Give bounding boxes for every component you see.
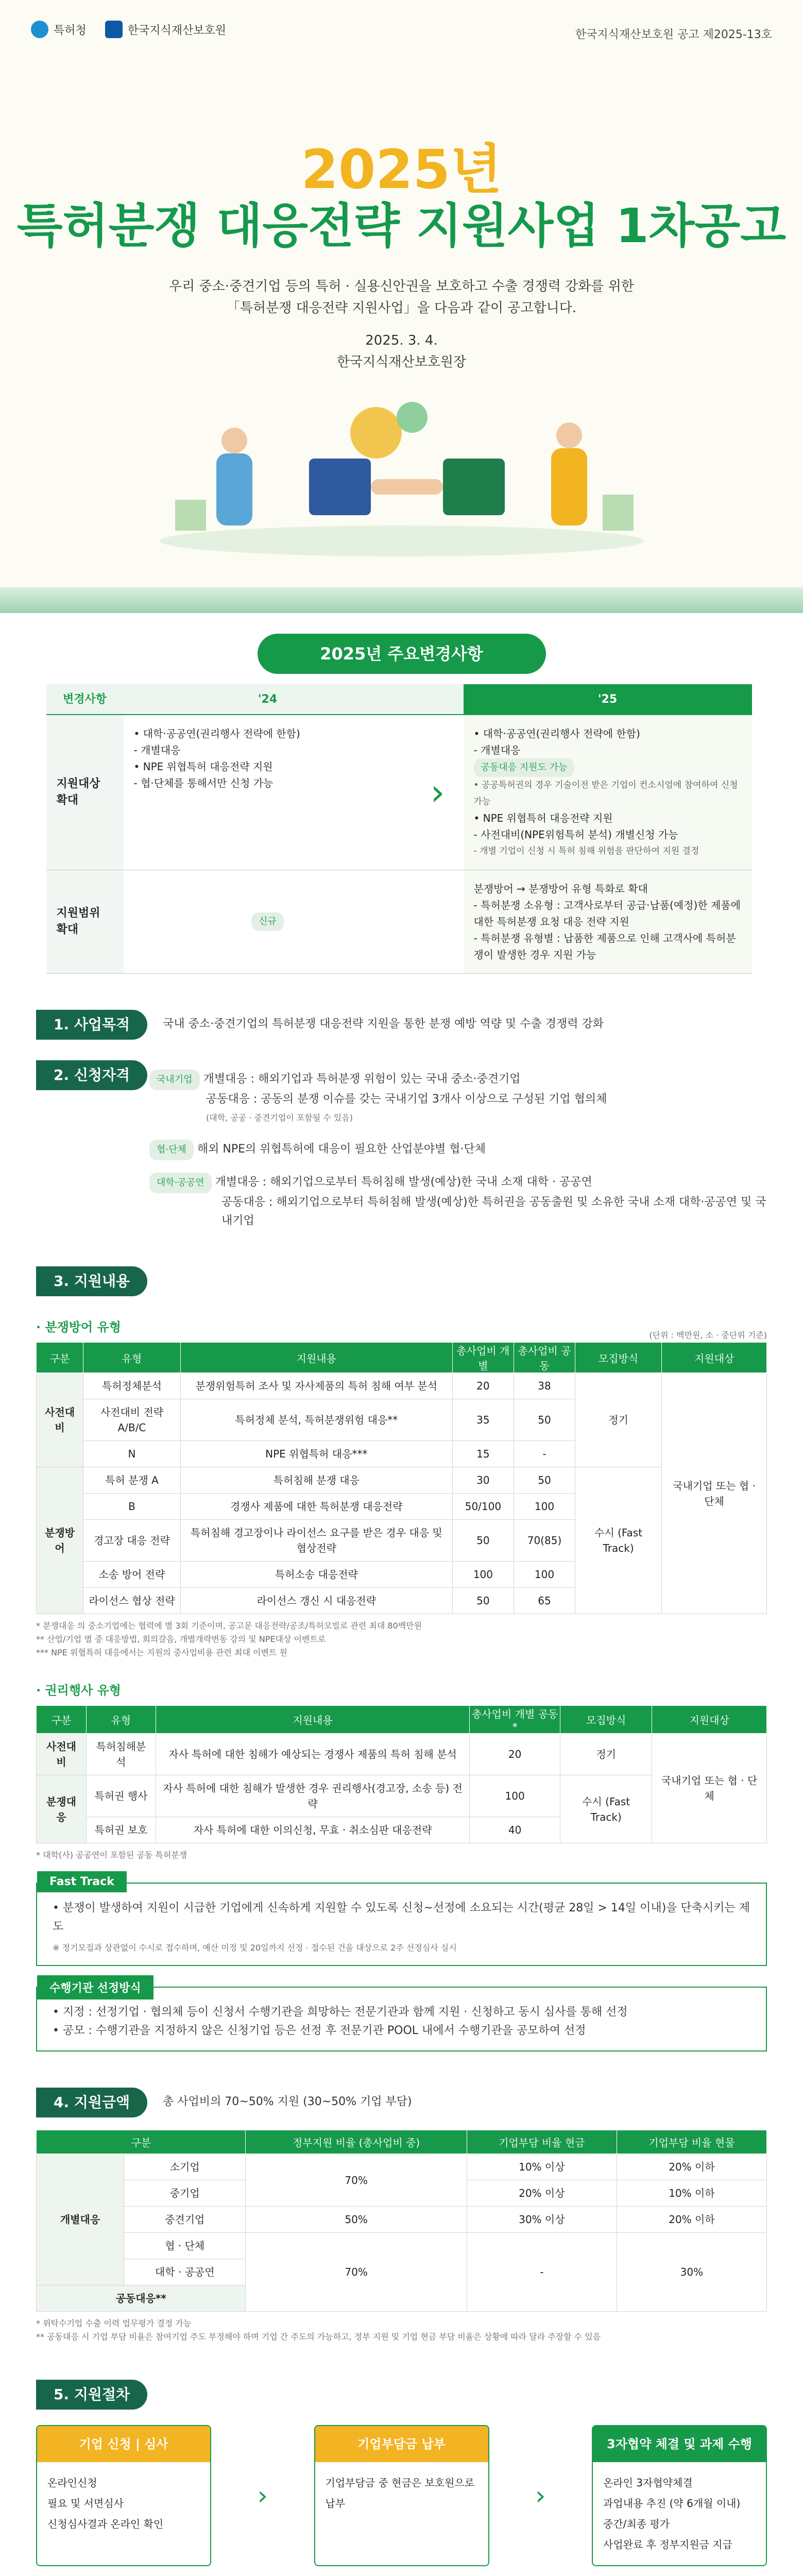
td: 중기업 (124, 2180, 246, 2207)
td: NPE 위협특허 대응*** (180, 1441, 452, 1467)
funding-note: * 위탁수기업 수출 이력 업무평가 결정 가능 ** 공동대응 시 기업 부담 비율은 참여기업 주도 부정해야 하며 기업 간 주도의 가능하고, 정부 지원 및 기업 현금 부담 비율은 상황에 따라 달라 주장할 수 있음 (36, 2318, 601, 2342)
td: 65 (514, 1588, 575, 1614)
step-3-title: 3자협약 체결 및 과제 수행 (593, 2426, 766, 2462)
step-item: 필요 및 서면심사 (47, 2497, 124, 2510)
td: N (83, 1441, 181, 1467)
elig-a3: (대학, 공공 · 중견기업이 포함될 수 있음) (206, 1113, 353, 1123)
td: 경쟁사 제품에 대한 특허분쟁 대응전략 (180, 1494, 452, 1520)
step-item: 온라인신청 (47, 2477, 97, 2489)
fast-track-text: • 분쟁이 발생하여 지원이 시급한 기업에게 신속하게 지원할 수 있도록 신청~선정에 소요되는 시간(평균 28일 > 14일 이내)을 단축시키는 제도 (53, 1902, 750, 1933)
td: 분쟁방어 (37, 1467, 83, 1614)
th: 모집방식 (560, 1706, 652, 1734)
td: 정기 (575, 1373, 661, 1467)
td: 10% 이상 (467, 2154, 617, 2180)
td: 20 (452, 1373, 514, 1399)
section-3-heading: 3. 지원내용 (36, 1266, 147, 1296)
td: 자사 특허에 대한 침해가 예상되는 경쟁사 제품의 특허 침해 분석 (156, 1734, 469, 1775)
td: 20 (470, 1734, 560, 1775)
td: 대학 · 공공연 (124, 2259, 246, 2285)
step-item: 온라인 3자협약체결 (603, 2477, 693, 2489)
td: 라이선스 협상 전략 (83, 1588, 181, 1614)
td: 특허정체 분석, 특허분쟁위험 대응** (180, 1399, 452, 1441)
td: 수시 (Fast Track) (560, 1775, 652, 1843)
td: 특허침해분석 (87, 1734, 156, 1775)
td: 50/100 (452, 1494, 514, 1520)
changes-title: 2025년 주요변경사항 (258, 634, 546, 674)
step-item: 신청심사결과 온라인 확인 (47, 2518, 164, 2530)
old-line: - 개별대응 (133, 744, 181, 756)
td: 중견기업 (124, 2207, 246, 2233)
tag-domestic: 국내기업 (149, 1070, 200, 1090)
old-line: • 대학·공공연(권리행사 전략에 한함) (133, 727, 300, 740)
section-6 (0, 2566, 803, 2576)
new-line: - 개별 기업이 신청 시 특허 침해 위험을 판단하여 지원 결정 (473, 846, 699, 856)
td: B (83, 1494, 181, 1520)
section-5-heading: 5. 지원절차 (36, 2380, 147, 2410)
td: 특허 분쟁 A (83, 1467, 181, 1494)
td: 30% (617, 2233, 766, 2312)
th: 지원대상 (652, 1706, 767, 1734)
eligibility (149, 1070, 767, 1230)
new-badge: 신규 (251, 912, 284, 931)
kipo-logo (31, 21, 87, 38)
changes-col-new: '25 (464, 684, 752, 715)
new-line: • NPE 위협특허 대응전략 지원 (473, 812, 613, 824)
td: 30% 이상 (467, 2207, 617, 2233)
hero-band (0, 587, 803, 613)
td: 40 (470, 1817, 560, 1843)
td: 10% 이하 (617, 2180, 766, 2207)
section-1-text: 국내 중소·중견기업의 특허분쟁 대응전략 지원을 통한 분쟁 예방 역량 및 수출 경쟁력 강화 (163, 1018, 604, 1030)
td: 70(85) (514, 1520, 575, 1562)
selection-t2: • 공모 : 수행기관을 지정하지 않은 신청기업 등은 선정 후 전문기관 POOL 내에서 수행기관을 공모하여 선정 (53, 2024, 586, 2037)
td: 수시 (Fast Track) (575, 1467, 661, 1614)
td: 특허침해 경고장이나 라이선스 요구를 받은 경우 대응 및 협상전략 (180, 1520, 452, 1562)
section-4 (0, 2052, 803, 2344)
hero-year: 2025년 (301, 138, 502, 201)
th: 정부지원 비율 (총사업비 중) (246, 2130, 467, 2154)
td: 사전대비 전략 A/B/C (83, 1399, 181, 1441)
section-4-heading: 4. 지원금액 (36, 2088, 147, 2117)
change-label-target: 지원대상 확대 (46, 715, 124, 870)
elig-b1: 해외 NPE의 위협특허에 대응이 필요한 산업분야별 협·단체 (197, 1143, 486, 1156)
new-line: - 개별대응 (473, 744, 521, 756)
td: 50 (452, 1588, 514, 1614)
td: 50 (452, 1520, 514, 1562)
th: 유형 (83, 1343, 181, 1373)
td: - (514, 1441, 575, 1467)
selection-t1: • 지정 : 선정기업 · 협의체 등이 신청서 수행기관을 희망하는 전문기관과 함께 지원 · 신청하고 동시 심사를 통해 선정 (53, 2006, 628, 2019)
td: 라이선스 갱신 시 대응전략 (180, 1588, 452, 1614)
new-line: • 대학·공공연(권리행사 전략에 한함) (473, 727, 640, 740)
th: 총사업비 공동 (514, 1343, 575, 1373)
changes-col-arrow (412, 684, 464, 715)
change-old-target (124, 715, 412, 870)
hero-intro (0, 276, 803, 319)
process-step-1 (36, 2425, 211, 2566)
fast-track-note: ※ 정기모집과 상관없이 수시로 접수하며, 예산 미정 및 20일까지 선정 · 접수된 건을 대상으로 2주 선정심사 실시 (53, 1943, 457, 1953)
selection-label: 수행기관 선정방식 (37, 1975, 153, 1999)
org1: 특허청 (54, 24, 87, 37)
section-3 (0, 1230, 803, 2052)
change-new-scope (464, 870, 752, 974)
process-flow (36, 2425, 767, 2566)
section-1 (0, 974, 803, 1040)
fast-track-box (36, 1875, 767, 1966)
th: 모집방식 (575, 1343, 661, 1373)
step-2-title: 기업부담금 납부 (315, 2426, 488, 2462)
th: 지원내용 (180, 1343, 452, 1373)
new-line: 분쟁방어 → 분쟁방어 유형 특화로 확대 (473, 883, 648, 895)
org2: 한국지식재산보호원 (127, 24, 227, 37)
step-item: 과업내용 추진 (약 6개월 이내) (603, 2497, 741, 2510)
td: 협 · 단체 (124, 2233, 246, 2259)
td: 70% (246, 2154, 467, 2207)
td: 특허소송 대응전략 (180, 1562, 452, 1588)
th: 구분 (37, 1706, 87, 1734)
old-line: - 협·단체를 통해서만 신청 가능 (133, 777, 274, 789)
changes-section (0, 634, 803, 974)
td: 자사 특허에 대한 이의신청, 무효 · 취소심판 대응전략 (156, 1817, 469, 1843)
section-4-text: 총 사업비의 70~50% 지원 (30~50% 기업 부담) (163, 2095, 412, 2108)
td: 국내기업 또는 협 · 단체 (662, 1373, 767, 1614)
step-item: 사업완료 후 정부지원금 지급 (603, 2538, 732, 2551)
defense-table (36, 1342, 767, 1614)
td: 사전대비 (37, 1373, 83, 1467)
td: 100 (470, 1775, 560, 1817)
changes-col-label: 변경사항 (46, 684, 124, 715)
td: 30 (452, 1467, 514, 1494)
td: 사전대비 (37, 1734, 87, 1775)
change-old-scope (124, 870, 412, 974)
notice-number: 한국지식재산보호원 공고 제2025-13호 (575, 28, 772, 41)
hero-date-block (0, 330, 803, 373)
td: 100 (514, 1562, 575, 1588)
old-line: • NPE 위협특허 대응전략 지원 (133, 760, 273, 773)
process-step-3 (592, 2425, 767, 2566)
td: 38 (514, 1373, 575, 1399)
defense-notes: * 분쟁대응 의 중소기업에는 협력에 별 3회 기준이며, 공고문 대응전략/공조/특허모빌로 관련 최대 80백만원 ** 산업/기업 별 중 대응방법, 회의갈음, 개별개략변동 강의 및 NPE대상 이벤트로 *** NPE 위협특허 대응에서는 지원의 중사업비용 관련 최대 이벤트 원 (36, 1621, 422, 1657)
elig-c2: 공동대응 : 해외기업으로부터 특허침해 발생(예상)한 특허권을 공동출원 및 소유한 국내 소재 대학·공공연 및 국내기업 (221, 1196, 766, 1227)
changes-table (46, 684, 757, 974)
chevron-right-icon: › (412, 715, 464, 870)
section-5 (0, 2344, 803, 2566)
td: 개별대응 (37, 2154, 124, 2285)
th: 지원대상 (662, 1343, 767, 1373)
td: 100 (452, 1562, 514, 1588)
td: 15 (452, 1441, 514, 1467)
td: 자사 특허에 대한 침해가 발생한 경우 권리행사(경고장, 소송 등) 전략 (156, 1775, 469, 1817)
td: 국내기업 또는 협 · 단체 (652, 1734, 767, 1843)
td: 특허권 보호 (87, 1817, 156, 1843)
step-item: 기업부담금 중 현금은 보호원으로 납부 (325, 2477, 475, 2510)
step-item: 중간/최종 평가 (603, 2518, 670, 2530)
td: 특허정체분석 (83, 1373, 181, 1399)
changes-col-old: '24 (124, 684, 412, 715)
new-line: - 특허분쟁 소유형 : 고객사로부터 공급·납품(예정)한 제품에 대한 특허분쟁 요청 대응 전략 지원 (473, 899, 741, 928)
th: 기업부담 비율 현금 (467, 2130, 617, 2154)
new-line: • 공공특허권의 경우 기술이전 받은 기업이 컨소시엄에 참여하여 신청 가능 (473, 780, 738, 807)
unit-note: (단위 : 백만원, 소 · 중단위 기준) (649, 1330, 767, 1340)
th: 총사업비 개별 공동* (470, 1706, 560, 1734)
th: 유형 (87, 1706, 156, 1734)
elig-a1: 개별대응 : 해외기업과 특허분쟁 위험이 있는 국내 중소·중견기업 (203, 1073, 521, 1086)
th: 기업부담 비율 현물 (617, 2130, 766, 2154)
new-line: - 사전대비(NPE위험특허 분석) 개별신청 가능 (473, 828, 678, 841)
selection-box (36, 1982, 767, 2052)
hero (0, 0, 803, 587)
th: 구분 (37, 2130, 246, 2154)
new-tag: 공동대응 지원도 가능 (474, 758, 575, 777)
td: 20% 이하 (617, 2207, 766, 2233)
th: 지원내용 (156, 1706, 469, 1734)
change-new-target (464, 715, 752, 870)
enforce-subtitle: · 권리행사 유형 (36, 1683, 121, 1698)
enforce-note: * 대학(사) 공공연이 포함된 공동 특허분쟁 (36, 1850, 187, 1860)
td: 분쟁위험특허 조사 및 자사제품의 특허 침해 여부 분석 (180, 1373, 452, 1399)
koipa-logo-icon (105, 21, 123, 38)
section-1-heading: 1. 사업목적 (36, 1010, 147, 1040)
th: 총사업비 개별 (452, 1343, 514, 1373)
elig-a2: 공동대응 : 공동의 분쟁 이슈를 갖는 국내기업 3개사 이상으로 구성된 기업 협의체 (206, 1093, 607, 1106)
arrow-right-icon: › (257, 2481, 268, 2511)
hero-date: 2025. 3. 4. (365, 333, 438, 348)
section-2-heading: 2. 신청자격 (36, 1060, 147, 1090)
koipa-logo (105, 21, 226, 38)
elig-c1: 개별대응 : 해외기업으로부터 특허침해 발생(예상)한 국내 소재 대학 · 공공연 (215, 1176, 592, 1189)
td: 20% 이상 (467, 2180, 617, 2207)
enforce-table (36, 1705, 767, 1843)
process-step-2 (314, 2425, 489, 2566)
intro-line2: 「특허분쟁 대응전략 지원사업」을 다음과 같이 공고합니다. (226, 300, 577, 316)
new-line: - 특허분쟁 유형별 : 납품한 제품으로 인해 고객사에 특허분쟁이 발생한 경우 지원 가능 (473, 932, 736, 961)
td: 정기 (560, 1734, 652, 1775)
td: 70% (246, 2233, 467, 2312)
td: 특허침해 분쟁 대응 (180, 1467, 452, 1494)
org-logos (31, 21, 226, 38)
hero-title: 특허분쟁 대응전략 지원사업 1차공고 (16, 198, 787, 253)
fast-track-label: Fast Track (37, 1871, 127, 1892)
td: 50 (514, 1467, 575, 1494)
chevron-right-icon (412, 870, 464, 974)
hero-issuer: 한국지식재산보호원장 (336, 354, 467, 370)
section-2 (0, 1040, 803, 1230)
step-1-title: 기업 신청 | 심사 (37, 2426, 210, 2462)
arrow-right-icon: › (535, 2481, 546, 2511)
tag-assoc: 협·단체 (149, 1140, 194, 1160)
td: 분쟁대응 (37, 1775, 87, 1843)
tag-univ: 대학·공공연 (149, 1173, 212, 1193)
kipo-logo-icon (31, 21, 48, 38)
td: 50% (246, 2207, 467, 2233)
td: 특허권 행사 (87, 1775, 156, 1817)
td: 소송 방어 전략 (83, 1562, 181, 1588)
td: 20% 이하 (617, 2154, 766, 2180)
intro-line1: 우리 중소·중견기업 등의 특허 · 실용신안권을 보호하고 수출 경쟁력 강화를 위한 (169, 279, 634, 294)
td: 100 (514, 1494, 575, 1520)
td: 경고장 대응 전략 (83, 1520, 181, 1562)
change-label-scope: 지원범위 확대 (46, 870, 124, 974)
funding-table (36, 2130, 767, 2312)
td: 35 (452, 1399, 514, 1441)
td: 소기업 (124, 2154, 246, 2180)
handshake-illustration (155, 371, 649, 556)
th: 구분 (37, 1343, 83, 1373)
defense-subtitle: · 분쟁방어 유형 (36, 1320, 121, 1334)
td: 공동대응** (37, 2285, 246, 2312)
td: - (467, 2233, 617, 2312)
td: 50 (514, 1399, 575, 1441)
